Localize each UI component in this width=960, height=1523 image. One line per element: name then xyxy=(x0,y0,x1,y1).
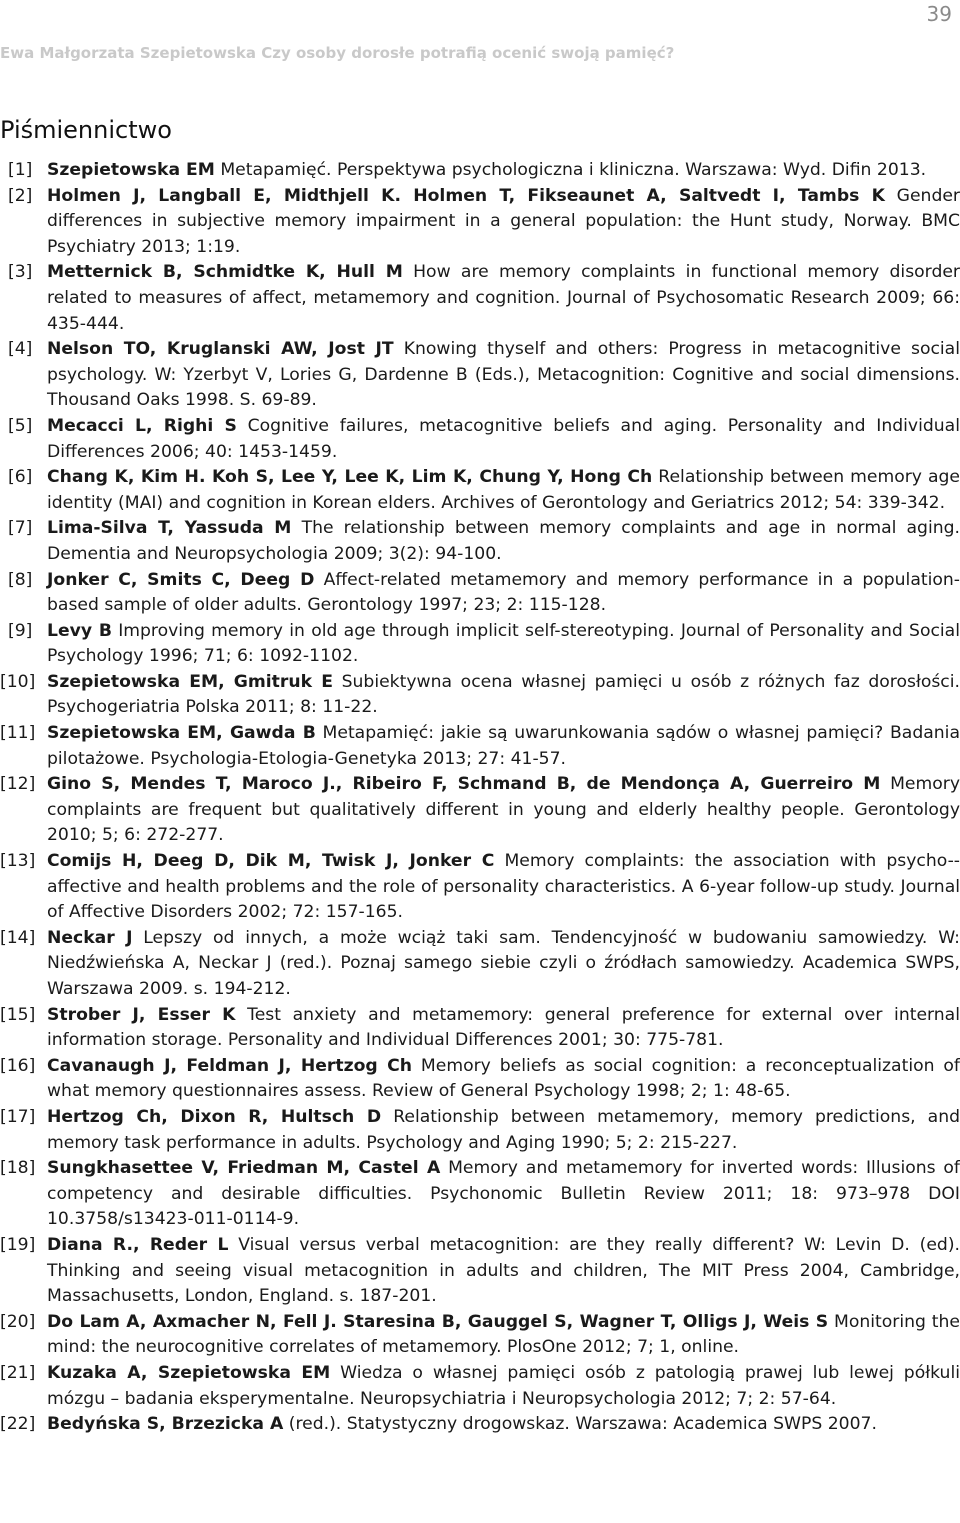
reference-item xyxy=(0,184,960,261)
reference-authors: Cavanaugh J, Feldman J, Hertzog Ch xyxy=(47,1055,413,1076)
reference-item xyxy=(0,337,960,414)
reference-authors: Chang K, Kim H. Koh S, Lee Y, Lee K, Lim K, Chung Y, Hong Ch xyxy=(47,467,653,488)
reference-text: Lepszy od innych, a może wciąż taki sam. Tendencyjność w budowaniu samowiedzy. W: Niedźwieńska A, Neckar J (red.). Poznaj samego siebie czyli o źródłach samowiedzy. Academica SWPS, Warszawa 2009. s. 194-212. xyxy=(47,927,960,999)
reference-number: [11] xyxy=(0,723,36,744)
reference-number: [21] xyxy=(0,1362,36,1383)
reference-text: Affect-related metamemory and memory performance in a population-based sample of older adults. Gerontology 1997; 23; 2: 115-128. xyxy=(47,569,960,616)
page-number: 39 xyxy=(926,2,952,26)
reference-item xyxy=(0,721,960,772)
reference-authors: Szepietowska EM, Gmitruk E xyxy=(47,671,333,692)
reference-number: [2] xyxy=(8,185,33,206)
reference-text: Monitoring the mind: the neurocognitive correlates of metamemory. PlosOne 2012; 7; 1, online. xyxy=(47,1311,960,1358)
reference-authors: Holmen J, Langball E, Midthjell K. Holmen T, Fikseaunet A, Saltvedt I, Tambs K xyxy=(47,185,885,206)
reference-number: [3] xyxy=(8,262,33,283)
reference-number: [16] xyxy=(0,1055,36,1076)
reference-text: Relationship between memory age identity (MAI) and cognition in Korean elders. Archives of Gerontology and Geriatrics 2012; 54: 339-342. xyxy=(47,467,960,513)
reference-authors: Levy B xyxy=(47,620,112,641)
reference-item xyxy=(0,414,960,465)
reference-item xyxy=(0,926,960,1003)
reference-item xyxy=(0,1233,960,1310)
reference-text: Test anxiety and metamemory: general preference for external over internal information storage. Personality and Individual Differences 2001; 30: 775-781. xyxy=(47,1004,960,1051)
reference-authors: Bedyńska S, Brzezicka A xyxy=(47,1414,284,1435)
reference-authors: Szepietowska EM xyxy=(47,160,215,180)
reference-authors: Strober J, Esser K xyxy=(47,1004,236,1025)
reference-item xyxy=(0,1310,960,1361)
reference-item xyxy=(0,158,960,184)
reference-authors: Gino S, Mendes T, Maroco J., Ribeiro F, Schmand B, de Mendonça A, Guerreiro M xyxy=(47,774,881,795)
reference-authors: Metternick B, Schmidtke K, Hull M xyxy=(47,262,403,283)
reference-number: [17] xyxy=(0,1106,36,1127)
reference-authors: Jonker C, Smits C, Deeg D xyxy=(47,569,315,590)
reference-text: Relationship between metamemory, memory predictions, and memory task performance in adults. Psychology and Aging 1990; 5; 2: 215-227. xyxy=(47,1106,960,1153)
reference-item xyxy=(0,772,960,849)
reference-authors: Szepietowska EM, Gawda B xyxy=(47,723,316,744)
reference-authors: Hertzog Ch, Dixon R, Hultsch D xyxy=(47,1106,382,1127)
reference-number: [20] xyxy=(0,1311,36,1332)
reference-item xyxy=(0,1412,960,1438)
reference-number: [13] xyxy=(0,851,36,872)
reference-number: [18] xyxy=(0,1158,36,1179)
reference-text: The relationship between memory complaints and age in normal aging. Dementia and Neuropsychologia 2009; 3(2): 94-100. xyxy=(47,518,960,564)
reference-item xyxy=(0,1003,960,1054)
reference-text: Memory complaints: the association with psycho--affective and health problems and the role of personality characteristics. A 6-year follow-up study. Journal of Affective Disorders 2002; 72: 157-165. xyxy=(47,851,960,923)
reference-text: Memory beliefs as social cognition: a reconceptualization of what memory questionnaires assess. Review of General Psychology 1998; 2; 1: 48-65. xyxy=(47,1055,960,1102)
running-head: Ewa Małgorzata Szepietowska Czy osoby dorosłe potrafią ocenić swoją pamięć? xyxy=(0,44,675,62)
reference-text: Gender differences in subjective memory impairment in a general population: the Hunt study, Norway. BMC Psychiatry 2013; 1:19. xyxy=(47,185,960,257)
reference-authors: Neckar J xyxy=(47,927,133,948)
reference-number: [19] xyxy=(0,1234,36,1255)
reference-text: Memory complaints are frequent but qualitatively different in young and elderly healthy people. Gerontology 2010; 5; 6: 272-277. xyxy=(47,774,960,846)
reference-authors: Mecacci L, Righi S xyxy=(47,415,237,436)
reference-item xyxy=(0,619,960,670)
reference-text: Metapamięć: jakie są uwarunkowania sądów o własnej pamięci? Badania pilotażowe. Psychologia-Etologia-Genetyka 2013; 27: 41-57. xyxy=(47,723,960,769)
reference-number: [8] xyxy=(8,569,33,590)
reference-item xyxy=(0,1105,960,1156)
reference-text: Wiedza o własnej pamięci osób z patologią prawej lub lewej półkuli mózgu – badania eksperymentalne. Neuropsychiatria i Neuropsychologia 2012; 7; 2: 57-64. xyxy=(47,1362,960,1409)
reference-number: [9] xyxy=(8,620,33,641)
reference-item xyxy=(0,670,960,721)
reference-item xyxy=(0,516,960,567)
reference-number: [22] xyxy=(0,1414,36,1435)
reference-item xyxy=(0,1054,960,1105)
reference-item xyxy=(0,849,960,926)
reference-authors: Kuzaka A, Szepietowska EM xyxy=(47,1362,331,1383)
reference-text: Memory and metamemory for inverted words: Illusions of competency and desirable difficulties. Psychonomic Bulletin Review 2011; 18: 973–978 DOI 10.3758/s13423-011-0114-9. xyxy=(47,1158,960,1230)
reference-number: [7] xyxy=(8,518,33,539)
reference-item xyxy=(0,568,960,619)
reference-item xyxy=(0,1361,960,1412)
reference-number: [5] xyxy=(8,415,33,436)
reference-authors: Lima-Silva T, Yassuda M xyxy=(47,518,292,539)
reference-authors: Sungkhasettee V, Friedman M, Castel A xyxy=(47,1158,441,1179)
section-title: Piśmiennictwo xyxy=(0,116,172,144)
reference-text: How are memory complaints in functional memory disorder related to measures of affect, metamemory and cognition. Journal of Psychosomatic Research 2009; 66: 435-444. xyxy=(47,262,960,334)
reference-number: [6] xyxy=(8,467,33,488)
reference-text: Metapamięć. Perspektywa psychologiczna i kliniczna. Warszawa: Wyd. Difin 2013. xyxy=(214,160,927,180)
reference-text: Subiektywna ocena własnej pamięci u osób z różnych faz dorosłości. Psychogeriatria Polska 2011; 8: 11-22. xyxy=(47,671,960,718)
reference-number: [1] xyxy=(8,160,33,180)
reference-list xyxy=(0,158,960,1438)
reference-text: Knowing thyself and others: Progress in metacognitive social psychology. W: Yzerbyt V, Lories G, Dardenne B (Eds.), Metacognition: Cognitive and social dimensions. Thousand Oaks 1998. S. 69-89. xyxy=(47,339,960,411)
reference-item xyxy=(0,260,960,337)
reference-authors: Do Lam A, Axmacher N, Fell J. Staresina B, Gauggel S, Wagner T, Olligs J, Weis S xyxy=(47,1311,829,1332)
reference-item xyxy=(0,465,960,516)
reference-text: (red.). Statystyczny drogowskaz. Warszawa: Academica SWPS 2007. xyxy=(283,1414,877,1435)
reference-text: Visual versus verbal metacognition: are they really different? W: Levin D. (ed). Thinking and seeing visual metacognition in adults and children, The MIT Press 2004, Cambridge, Massachusetts, London, England. s. 187-201. xyxy=(47,1234,960,1307)
reference-number: [15] xyxy=(0,1004,36,1025)
reference-text: Cognitive failures, metacognitive beliefs and aging. Personality and Individual Differences 2006; 40: 1453-1459. xyxy=(47,415,960,462)
reference-item xyxy=(0,1156,960,1233)
reference-number: [14] xyxy=(0,927,36,948)
reference-number: [12] xyxy=(0,774,36,795)
reference-text: Improving memory in old age through implicit self-stereotyping. Journal of Personality and Social Psychology 1996; 71; 6: 1092-1102. xyxy=(47,620,960,667)
reference-authors: Diana R., Reder L xyxy=(47,1234,229,1255)
reference-authors: Nelson TO, Kruglanski AW, Jost JT xyxy=(47,339,394,360)
reference-authors: Comijs H, Deeg D, Dik M, Twisk J, Jonker C xyxy=(47,851,495,872)
reference-number: [10] xyxy=(0,671,36,692)
reference-number: [4] xyxy=(8,339,33,360)
